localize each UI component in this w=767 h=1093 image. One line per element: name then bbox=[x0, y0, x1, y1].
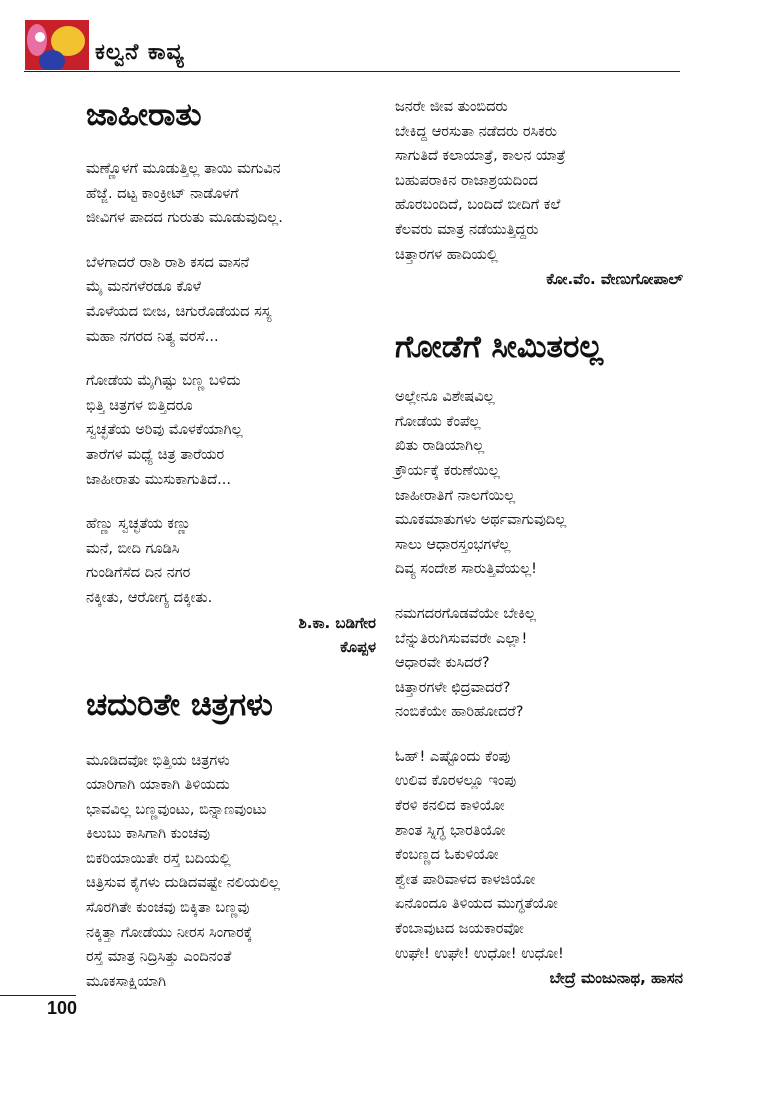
page-number: 100 bbox=[47, 998, 78, 1018]
poem-line: ಗೋಡೆಯ ಮೈಗಿಷ್ಟು ಬಣ್ಣ ಬಳಿದು bbox=[86, 373, 241, 390]
poem-line: ಮನೆ, ಬೀದಿ ಗೂಡಿಸಿ bbox=[86, 540, 180, 557]
poem-line: ತಾರೆಗಳ ಮಧ್ಯೆ ಚಿತ್ರ ತಾರೆಯರ bbox=[86, 446, 225, 463]
right-column bbox=[395, 95, 695, 990]
poem-line: ಬಿಕರಿಯಾಯಿತೇ ರಸ್ತೆ ಬದಿಯಲ್ಲಿ bbox=[86, 850, 231, 867]
poem-line: ಚಿತ್ರಿಸುವ ಕೈಗಳು ದುಡಿದವಷ್ಟೇ ನಲಿಯಲಿಲ್ಲ bbox=[86, 875, 280, 892]
poem-line: ಮಣ್ಣೊಳಗೆ ಮೂಡುತ್ತಿಲ್ಲ ತಾಯಿ ಮಗುವಿನ bbox=[86, 161, 281, 177]
poem-title-godege: ಗೋಡೆಗೆ ಸೀಮಿತರಲ್ಲ bbox=[395, 329, 604, 366]
stanza bbox=[395, 95, 695, 267]
poem-title-jahiratu: ಜಾಹೀರಾತು bbox=[86, 97, 202, 133]
poem-author: ಕೋ.ವೆಂ. ವೇಣುಗೋಪಾಲ್ bbox=[546, 270, 683, 289]
poem-line: ಜಾಹೀರಾತಿಗೆ ನಾಲಗೆಯಿಲ್ಲ bbox=[395, 487, 516, 504]
stanza bbox=[86, 369, 376, 492]
poem-line: ಕೆಂಬಾವುಟದ ಜಯಕಾರವೋ bbox=[395, 921, 524, 938]
poem-line: ಚಿತ್ತಾರಗಳ ಹಾದಿಯಲ್ಲಿ bbox=[395, 246, 498, 263]
magazine-title: ಕಲ್ವನೆ ಕಾವ್ಯ bbox=[95, 40, 185, 65]
magazine-logo bbox=[25, 20, 89, 70]
poem-line: ಹೆಣ್ಣು ಸ್ವಚ್ಛತೆಯ ಕಣ್ಣು bbox=[86, 516, 191, 533]
poem-line: ಕ್ರೌರ್ಯಕ್ಕೆ ಕರುಣೆಯಿಲ್ಲ bbox=[395, 462, 500, 479]
poem-line: ಶ್ವೇತ ಪಾರಿವಾಳದ ಕಾಳಜಿಯೋ bbox=[395, 871, 536, 888]
poem-author-place: ಕೊಪ್ಪಳ bbox=[340, 637, 376, 656]
poem-line: ಹೆಜ್ಜೆ. ದಟ್ಟ ಕಾಂಕ್ರೀಟ್ ನಾಡೊಳಗೆ bbox=[86, 185, 239, 202]
poem-line: ಕಿಲುಬು ಕಾಸಿಗಾಗಿ ಕುಂಚವು bbox=[86, 826, 210, 843]
stanza bbox=[86, 512, 376, 610]
poem-line: ಉಲಿವ ಕೊರಳಲ್ಲೂ ಇಂಪು bbox=[395, 773, 517, 790]
poem-title-chaduritē: ಚದುರಿತೇ ಚಿತ್ರಗಳು bbox=[86, 686, 273, 723]
stanza bbox=[86, 251, 376, 349]
header-divider bbox=[24, 71, 680, 72]
poem-line: ಬಹುಪರಾಕಿನ ರಾಜಾಶ್ರಯದಿಂದ bbox=[395, 172, 538, 189]
poem-line: ಮೈ ಮನಗಳೆರಡೂ ಕೊಳೆ bbox=[86, 279, 202, 296]
poem-line: ನಮಗದರಗೊಡವೆಯೇ ಬೇಕಿಲ್ಲ bbox=[395, 605, 536, 622]
stanza bbox=[395, 602, 695, 725]
poem-line: ಬೆಳಗಾದರೆ ರಾಶಿ ರಾಶಿ ಕಸದ ವಾಸನೆ bbox=[86, 254, 250, 271]
poem-line: ಗೋಡೆಯ ಕೆಂಪೆಲ್ಲ bbox=[395, 413, 481, 430]
stanza bbox=[86, 749, 376, 995]
poem-line: ಬೇಕಿದ್ದ ಆರಸುತಾ ನಡೆದರು ರಸಿಕರು bbox=[395, 123, 558, 140]
poem-line: ಆಧಾರವೇ ಕುಸಿದರೆ? bbox=[395, 655, 490, 672]
poem-line: ಮೂಡಿದವೋ ಭಿತ್ತಿಯ ಚಿತ್ರಗಳು bbox=[86, 752, 230, 769]
poem-line: ಉಘೇ! ಉಘೇ! ಉಧೋ! ಉಧೋ! bbox=[395, 945, 564, 962]
poem-line: ಚಿತ್ತಾರಗಳೇ ಛಿದ್ರವಾದರೆ? bbox=[395, 679, 511, 696]
logo-shape-blue bbox=[39, 50, 65, 70]
poem-line: ಜನರೇ ಜೀವ ತುಂಬಿದರು bbox=[395, 99, 508, 115]
poem-line: ದಿವ್ಯ ಸಂದೇಶ ಸಾರುತ್ತಿವೆಯಲ್ಲ! bbox=[395, 561, 537, 578]
logo-shape-white bbox=[35, 32, 45, 42]
poem-line: ಜಾಹೀರಾತು ಮುಸುಕಾಗುತಿದೆ... bbox=[86, 471, 231, 488]
poem-author: ಬೇದ್ರೆ ಮಂಜುನಾಥ, ಹಾಸನ bbox=[549, 969, 683, 988]
poem-line: ಸೊರಗಿತೇ ಕುಂಚವು ಬಿಕ್ಕಿತಾ ಬಣ್ಣವು bbox=[86, 900, 250, 917]
poem-line: ಅಲ್ಲೇನೂ ವಿಶೇಷವಿಲ್ಲ bbox=[395, 389, 495, 406]
stanza bbox=[395, 385, 695, 582]
poem-line: ರಸ್ತೆ ಮಾತ್ರ ನಿದ್ರಿಸಿತ್ತು ಎಂದಿನಂತೆ bbox=[86, 949, 232, 966]
poem-author: ಶಿ.ಕಾ. ಬಡಿಗೇರ bbox=[298, 613, 376, 632]
poem-line: ಸ್ವಚ್ಛತೆಯ ಅರಿವು ಮೊಳಕೆಯಾಗಿಲ್ಲ bbox=[86, 422, 243, 439]
stanza bbox=[395, 745, 695, 966]
left-column bbox=[86, 95, 376, 994]
stanza bbox=[86, 157, 376, 231]
poem-line: ಗುಂಡಿಗೆಸೆದ ದಿನ ನಗರ bbox=[86, 565, 191, 582]
footer-divider bbox=[0, 995, 76, 996]
poem-line: ಬೆನ್ನುತಿರುಗಿಸುವವರೇ ಎಲ್ಲಾ! bbox=[395, 630, 528, 647]
poem-line: ಜೀವಿಗಳ ಪಾದದ ಗುರುತು ಮೂಡುವುದಿಲ್ಲ. bbox=[86, 210, 283, 227]
poem-line: ಶಾಂತ ಸ್ನಿಗ್ಧ ಭಾರತಿಯೋ bbox=[395, 822, 506, 839]
poem-line: ಭಾವವಿಲ್ಲ ಬಣ್ಣವುಂಟು, ಬಿನ್ನಾಣವುಂಟು bbox=[86, 801, 267, 818]
poem-line: ನಕ್ಕಿತ್ತಾ ಗೋಡೆಯು ನೀರಸ ಸಿಂಗಾರಕ್ಕೆ bbox=[86, 924, 253, 941]
poem-line: ಮೂಕಮಾತುಗಳು ಅರ್ಥವಾಗುವುದಿಲ್ಲ bbox=[395, 512, 567, 529]
poem-line: ಮಹಾ ನಗರದ ನಿತ್ಯ ವರಸೆ... bbox=[86, 328, 219, 345]
poem-line: ಕೆಲವರು ಮಾತ್ರ ನಡೆಯುತ್ತಿದ್ದರು bbox=[395, 221, 539, 238]
poem-line: ಸಾಗುತಿದೆ ಕಲಾಯಾತ್ರೆ, ಕಾಲನ ಯಾತ್ರೆ bbox=[395, 148, 566, 165]
poem-line: ಓಹ್! ಎಷ್ಟೊಂದು ಕೆಂಪು bbox=[395, 748, 511, 765]
poem-line: ಖಿತು ರಾಡಿಯಾಗಿಲ್ಲ bbox=[395, 438, 485, 455]
poem-line: ಮೊಳೆಯದ ಬೀಜ, ಚಿಗುರೊಡೆಯದ ಸಸ್ಯ bbox=[86, 303, 272, 320]
poem-line: ಮೂಕಸಾಕ್ಷಿಯಾಗಿ bbox=[86, 973, 166, 990]
poem-line: ಏನೊಂದೂ ತಿಳಿಯದ ಮುಗ್ಧತೆಯೋ bbox=[395, 896, 558, 913]
poem-line: ನಂಬಿಕೆಯೇ ಹಾರಿಹೋದರೆ? bbox=[395, 704, 524, 721]
poem-line: ಕೆರಳಿ ಕನಲಿದ ಕಾಳಿಯೋ bbox=[395, 798, 505, 815]
poem-line: ಕೆಂಬಣ್ಣದ ಓಕುಳಿಯೋ bbox=[395, 847, 499, 864]
poem-line: ನಕ್ಕೀತು, ಆರೋಗ್ಯ ದಕ್ಕೀತು. bbox=[86, 589, 213, 606]
poem-line: ಹೊರಬಂದಿದೆ, ಬಂದಿದೆ ಬೀದಿಗೆ ಕಲೆ bbox=[395, 197, 561, 214]
poem-line: ಸಾಲು ಆಧಾರಸ್ತಂಭಗಳೆಲ್ಲ bbox=[395, 536, 511, 553]
poem-line: ಯಾರಿಗಾಗಿ ಯಾಕಾಗಿ ತಿಳಿಯದು bbox=[86, 777, 230, 794]
poem-line: ಭಿತ್ತಿ ಚಿತ್ರಗಳ ಬಿತ್ತಿದರೂ bbox=[86, 397, 193, 414]
